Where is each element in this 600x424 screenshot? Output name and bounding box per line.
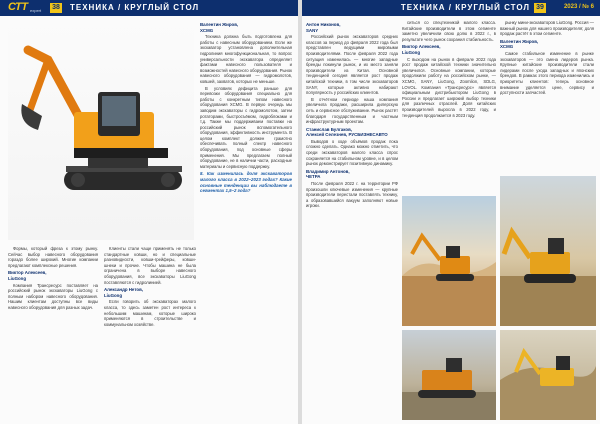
text-column-1 bbox=[200, 20, 292, 268]
quarry-photo bbox=[500, 330, 596, 420]
paragraph: Техника должна быть подготовлена для работы с навесным оборудованием. Если же экскаватор установлена дополнительная гидролиния многофункциональная, то вопрос универсальности экскаватора определяет фактами навесного пользователя и возможностей навесного оборудования. Рынок навесного оборудования — гидромолотов, ковшей, захватов, которых не меньше. bbox=[200, 34, 292, 84]
author-company: XCMG bbox=[500, 44, 514, 50]
excavator-field-illustration bbox=[500, 176, 596, 326]
page-number-left: 38 bbox=[50, 3, 62, 13]
author-name: Валентин Жиров, bbox=[200, 22, 239, 27]
excavator-illustration bbox=[8, 20, 194, 240]
interview-question: 8. Как изменилась доля экскаваторов малого класса в 2022–2023 годах? Какие основные тенденции вы наблюдаете в сегментах 1,5–2 года? bbox=[200, 171, 292, 194]
page-header bbox=[302, 0, 600, 16]
author-company: LiuGong bbox=[8, 275, 27, 281]
paragraph: Российский рынок экскаваторов средних классов за период до февраля 2022 года был представлен ведущими мировыми производителями. После февраля 2022 года ситуация изменилась — многие западные бренды покинули рынок, и их место заняли производители из Китая. Основной тенденцией сегодня является рост продаж китайской техники, в том числе экскаваторов SANY, которые активно набирают популярность у российских клиентов. bbox=[306, 34, 398, 96]
construction-site-photo bbox=[402, 196, 496, 326]
section-title: ТЕХНИКА / КРУГЛЫЙ СТОЛ bbox=[70, 3, 200, 12]
magazine-logo: СТТ bbox=[8, 1, 28, 13]
author-name: Виктор Алексеев, bbox=[8, 270, 47, 276]
paragraph: После февраля 2022 г. на территории РФ произошли ключевые изменения — крупные производители перестали поставлять технику, а образовавшийся вакуум заполняют новые игроки. bbox=[306, 181, 398, 209]
machinery-illustration bbox=[402, 330, 496, 420]
text-column-6 bbox=[500, 20, 594, 170]
paragraph: Самое стабильное изменение в рынке экскаваторов — это смена лидеров рынка. Крупные китайские производители стали лидерами после ухода западных и японских брендов. В рамках этого периода изменились и приоритеты клиентов: теперь основное внимание уделяется цене, сервису и доступности запчастей. bbox=[500, 50, 594, 96]
text-column-5 bbox=[402, 20, 496, 190]
paragraph: Формы, который фреза к этому рынку. Сейчас выбор навесного оборудования гораздо более широкий. Многие компании предлагают комплексные решения. bbox=[8, 246, 98, 268]
page-number-right: 39 bbox=[534, 3, 546, 13]
author-name: Владимир Антонов, bbox=[306, 168, 350, 174]
paragraph: Если говорить об экскаваторах малого класса, то здесь заметен рост интереса к небольшим машинам, которые широко применяются в строительстве и коммунальном хозяйстве. bbox=[104, 299, 196, 327]
excavator-field-photo bbox=[500, 176, 596, 326]
author-company: ЧЕТРА bbox=[306, 174, 321, 180]
construction-site-illustration bbox=[402, 196, 496, 326]
text-column-4 bbox=[306, 20, 398, 420]
excavator-photo bbox=[8, 20, 194, 240]
author-name: Станислав Булгаков, bbox=[306, 126, 352, 132]
section-title: ТЕХНИКА / КРУГЛЫЙ СТОЛ bbox=[400, 3, 530, 12]
author-company: XCMG bbox=[200, 27, 214, 33]
paragraph: В отчётном периоде наша компания увеличила продажи, расширила дилерскую сеть и сервисное обслуживание. Рынок растёт благодаря государственным и частным инфраструктурным проектам. bbox=[306, 96, 398, 125]
author-name: Антон Никонов, bbox=[306, 22, 341, 27]
author-name: Александр Нетов, bbox=[104, 287, 144, 293]
quarry-illustration bbox=[500, 330, 596, 420]
author-name: Валентин Жиров, bbox=[500, 38, 539, 44]
issue-number: 2023 / № 6 bbox=[563, 4, 594, 10]
author-company: LiuGong bbox=[104, 292, 123, 298]
paragraph: Выводов о ходе объёмов продаж пока сложно сделать. Однако можно отметить, что среди экскаваторов малого класса спрос сохраняется на стабильном уровне, и в целом рынок демонстрирует позитивную динамику. bbox=[306, 138, 398, 167]
author-company: SANY bbox=[306, 27, 319, 33]
left-page bbox=[0, 0, 298, 424]
author-company: LiuGong bbox=[402, 49, 421, 55]
paragraph: Компания Трансресурс поставляет на российский рынок экскаваторы LiuGong с полным набором навесного оборудования. Нашим клиентам доступны все виды навесного оборудования для разных задач. bbox=[8, 282, 98, 310]
machinery-photo bbox=[402, 330, 496, 420]
paragraph: рынку мини-экскаваторов LiuGong. Россия — важный рынок для нашего производителя; доля продаж растёт в этом сегменте. bbox=[500, 20, 594, 37]
paragraph: Клиенты стали чаще применять не только стандартные ковши, но и специальные разновидности, ковши-грейферы, ковши-шнеки и прочие. Чтобы машина не была ограничена в выборе навесного оборудования, все экскаваторы LiuGong поставляются с гидролинией. bbox=[104, 246, 196, 285]
magazine-logo-sub: expert bbox=[30, 8, 42, 13]
text-column-2 bbox=[8, 246, 98, 422]
paragraph: ситься со спецтехникой малого класса. Китайские производители в этом сегменте заметно увеличили свою долю в 2022 г., в результате чего рынок сохранил стабильность. bbox=[402, 20, 496, 42]
right-page bbox=[302, 0, 600, 424]
author-company: Алексей Селезнев, РУСБИЗНЕСАВТО bbox=[306, 132, 388, 138]
page-header bbox=[0, 0, 298, 16]
paragraph: В условиях дефицита раньше для перевозки оборудования специально для работы с конкретным типом навесного оборудования XCMG. В первую очередь мы заводим экскаваторы с гидромолотом, затем ротаторами, быстросъёмом, гидроблоками и т.д. Также мы поддерживаем поставки на российский рынок вспомогательного оборудования, эффективность инструмента. В целом комплект должен грамотно обеспечивать полный спектр навесного оборудования, под основные сферы применения. Мы предлагаем полный оборудование, не в наличии части, расходные материалы и сервисную поддержку. bbox=[200, 85, 292, 169]
paragraph: С выходом на рынок в феврале 2022 года рост продаж китайской техники значительно увеличился. Основные компании, которые продолжили работу на российском рынке, — XCMG, SANY, LiuGong, Zoomlion, SDLG, LOVOL. Компания «Трансресурс» является официальным дистрибьютором LiuGong в России и предлагает широкий выбор техники для различных отраслей. Доля китайских производителей выросла в 2022 году, и тенденция продолжается в 2023 году. bbox=[402, 56, 496, 118]
author-name: Виктор Алексеев, bbox=[402, 44, 441, 50]
text-column-3 bbox=[104, 246, 196, 422]
